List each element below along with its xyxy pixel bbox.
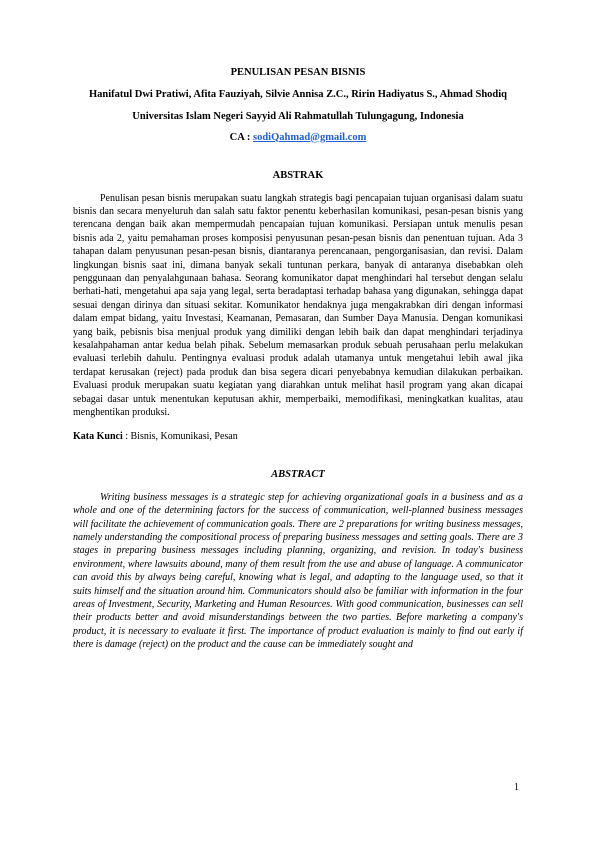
abstract-paragraph: Writing business messages is a strategic step for achieving organizational goals in a business and as a whole and one of the determining factors for the success of communication, well-planned business messages will facilitate the achievement of communication goals. There are 2 preparations for writing business messages, namely understanding the compositional process of preparing business messages and setting goals. There are 3 stages in preparing business messages including planning, organizing, and revision. In today's business environment, where lawsuits abound, many of them result from the use and abuse of language. A communicator can avoid this by always being careful, knowing what is legal, and adapting to the language used, so that it suits himself and the situation around him. Communicators should also be familiar with information in the four areas of Investment, Security, Marketing and Human Resources. With good communication, businesses can sell their products better and avoid misunderstandings between the two parties. Before marketing a company's product, it is necessary to evaluate it first. The importance of product evaluation is mainly to find out early if there is damage (reject) on the product and the cause can be immediately sought and (73, 491, 523, 651)
paper-title: PENULISAN PESAN BISNIS (230, 67, 366, 78)
page-number: 1 (514, 782, 519, 793)
corresponding-author-email-link[interactable]: sodiQahmad@gmail.com (253, 131, 367, 143)
abstract-heading: ABSTRACT (271, 468, 325, 480)
corresponding-author-label: CA : (229, 131, 253, 143)
keywords-line (73, 430, 523, 443)
abstrak-paragraph: Penulisan pesan bisnis merupakan suatu langkah strategis bagi pencapaian tujuan organisasi dalam suatu bisnis dan secara menyeluruh dan salah satu faktor penentu keberhasilan komunikasi, pesan-pesan bisnis yang terencana dengan baik akan mempermudah pencapaian tujuan komunikasi. Persiapan untuk menulis pesan bisnis ada 2, yaitu pemahaman proses komposisi penyusunan pesan-pesan bisnis dan penentuan tujuan. Ada 3 tahapan dalam penyusunan pesan-pesan bisnis, diantaranya perencanaan, pengorganisasian, dan revisi. Dalam lingkungan bisnis saat ini, dimana banyak sekali tuntunan perkara, banyak di antaranya disebabkan oleh penggunaan dan penyalahgunaan bahasa. Seorang komunikator dapat menghindari hal tersebut dengan selalu berhati-hati, mengetahui apa saja yang legal, serta beradaptasi terhadap bahasa yang digunakan, sehingga dapat sesuai dengan dirinya dan situasi sekitar. Komunikator hendaknya juga mengakrabkan diri dengan informasi dalam empat bidang, yaitu Investasi, Keamanan, Pemasaran, dan Sumber Daya Manusia. Dengan komunikasi yang baik, pebisnis bisa menjual produk yang dimiliki dengan lebih baik dan dapat menghindari terjadinya kesalahpahaman antar kedua belah pihak. Sebelum memasarkan produk sebuah perusahaan perlu melakukan evaluasi terlebih dahulu. Pentingnya evaluasi produk adalah utamanya untuk mengetahui lebih awal jika terdapat kerusakan (reject) pada produk dan bisa segera dicari penyebabnya kemudian dilakukan perbaikan. Evaluasi produk merupakan suatu kegiatan yang diarahkan untuk melihat hasil program yang akan dicapai sebagai dasar untuk menentukan keputusan akhir, memperbaiki, memodifikasi, meningkatkan kualitas, atau menghentikan produksi. (73, 192, 523, 418)
page-content (73, 66, 523, 652)
keywords-label: Kata Kunci (73, 431, 123, 443)
keywords-text: : Bisnis, Komunikasi, Pesan (122, 431, 238, 443)
corresponding-author (73, 131, 523, 145)
abstrak-heading: ABSTRAK (272, 169, 324, 181)
paper-authors: Hanifatul Dwi Pratiwi, Afita Fauziyah, Silvie Annisa Z.C., Ririn Hadiyatus S., Ahmad Shodiq (88, 89, 508, 100)
paper-affiliation: Universitas Islam Negeri Sayyid Ali Rahmatullah Tulungagung, Indonesia (132, 110, 464, 122)
